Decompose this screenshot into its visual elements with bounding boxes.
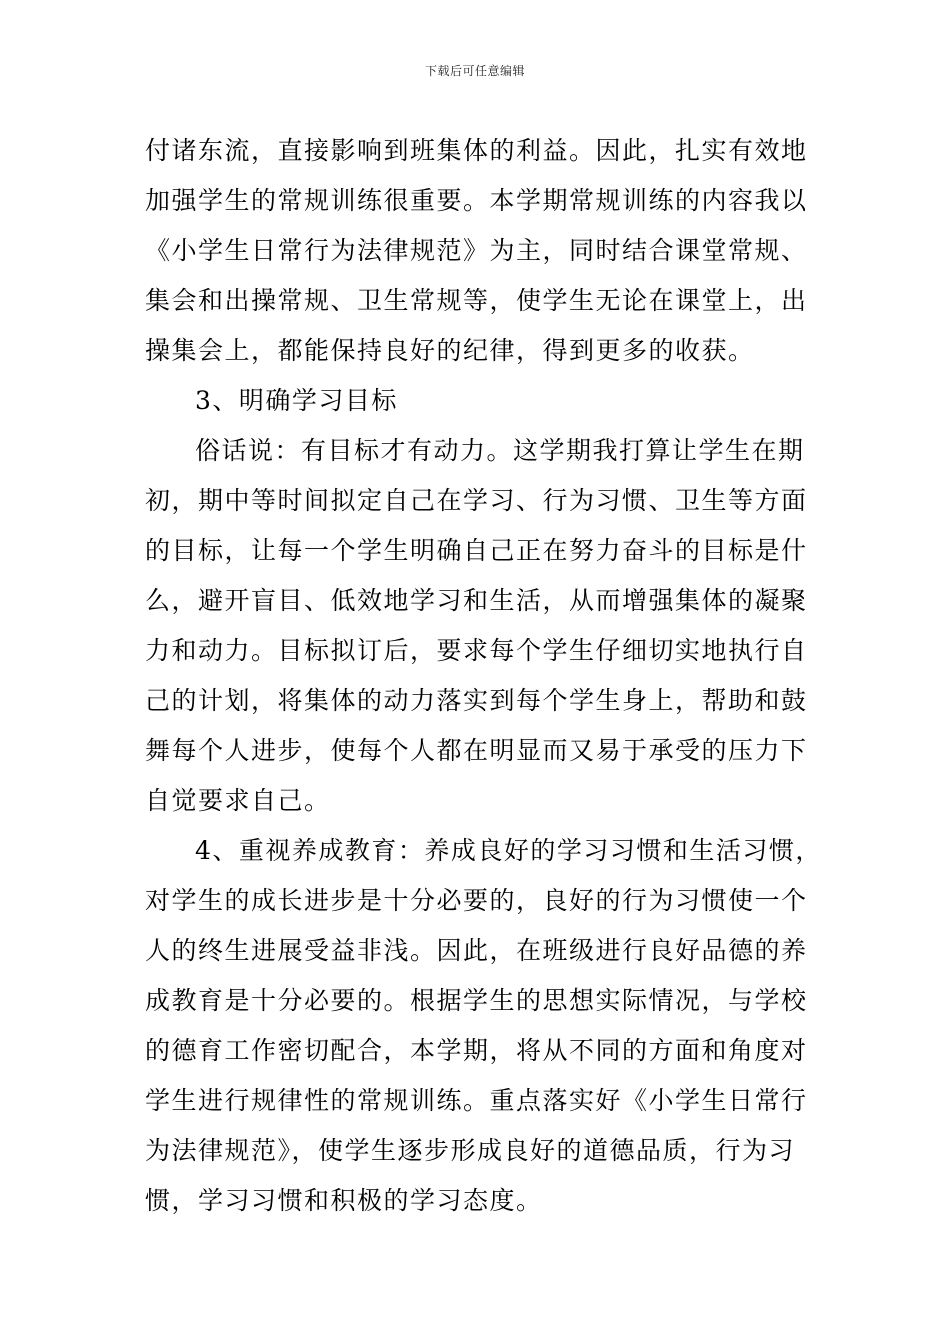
text-line: 的目标，让每一个学生明确自己正在努力奋斗的目标是什: [145, 536, 808, 565]
document-body: [145, 126, 822, 1226]
text-line: 成教育是十分必要的。根据学生的思想实际情况，与学校: [145, 986, 808, 1015]
text-line: 学生进行规律性的常规训练。重点落实好《小学生日常行: [145, 1086, 808, 1115]
text-line: 加强学生的常规训练很重要。本学期常规训练的内容我以: [145, 186, 808, 215]
text-line: 集会和出操常规、卫生常规等，使学生无论在课堂上，出: [145, 286, 808, 315]
text-line: 为法律规范》，使学生逐步形成良好的道德品质，行为习: [145, 1136, 796, 1165]
text-line: 自觉要求自己。: [145, 786, 331, 815]
text-line: 对学生的成长进步是十分必要的，良好的行为习惯使一个: [145, 886, 808, 915]
text-line: 初，期中等时间拟定自己在学习、行为习惯、卫生等方面: [145, 486, 808, 515]
text-line: 惯，学习习惯和积极的学习态度。: [145, 1186, 543, 1215]
text-line: 人的终生进展受益非浅。因此，在班级进行良好品德的养: [145, 936, 808, 965]
text-line: 么，避开盲目、低效地学习和生活，从而增强集体的凝聚: [145, 586, 808, 615]
text-line: 《小学生日常行为法律规范》为主，同时结合课堂常规、: [145, 236, 808, 265]
paragraph-start-line: 俗话说：有目标才有动力。这学期我打算让学生在期: [195, 436, 805, 465]
text-line: 的德育工作密切配合，本学期，将从不同的方面和角度对: [145, 1036, 808, 1065]
text-line: 舞每个人进步，使每个人都在明显而又易于承受的压力下: [145, 736, 808, 765]
section-heading: 3、明确学习目标: [195, 386, 398, 415]
page-header: 下载后可任意编辑: [424, 64, 525, 78]
text-line: 力和动力。目标拟订后，要求每个学生仔细切实地执行自: [145, 636, 808, 665]
text-line: 操集会上，都能保持良好的纪律，得到更多的收获。: [145, 336, 755, 365]
text-line: 付诸东流，直接影响到班集体的利益。因此，扎实有效地: [145, 136, 808, 165]
text-line: 己的计划，将集体的动力落实到每个学生身上，帮助和鼓: [145, 686, 808, 715]
section-heading-paragraph-start: 4、重视养成教育：养成良好的学习习惯和生活习惯，: [195, 836, 822, 865]
